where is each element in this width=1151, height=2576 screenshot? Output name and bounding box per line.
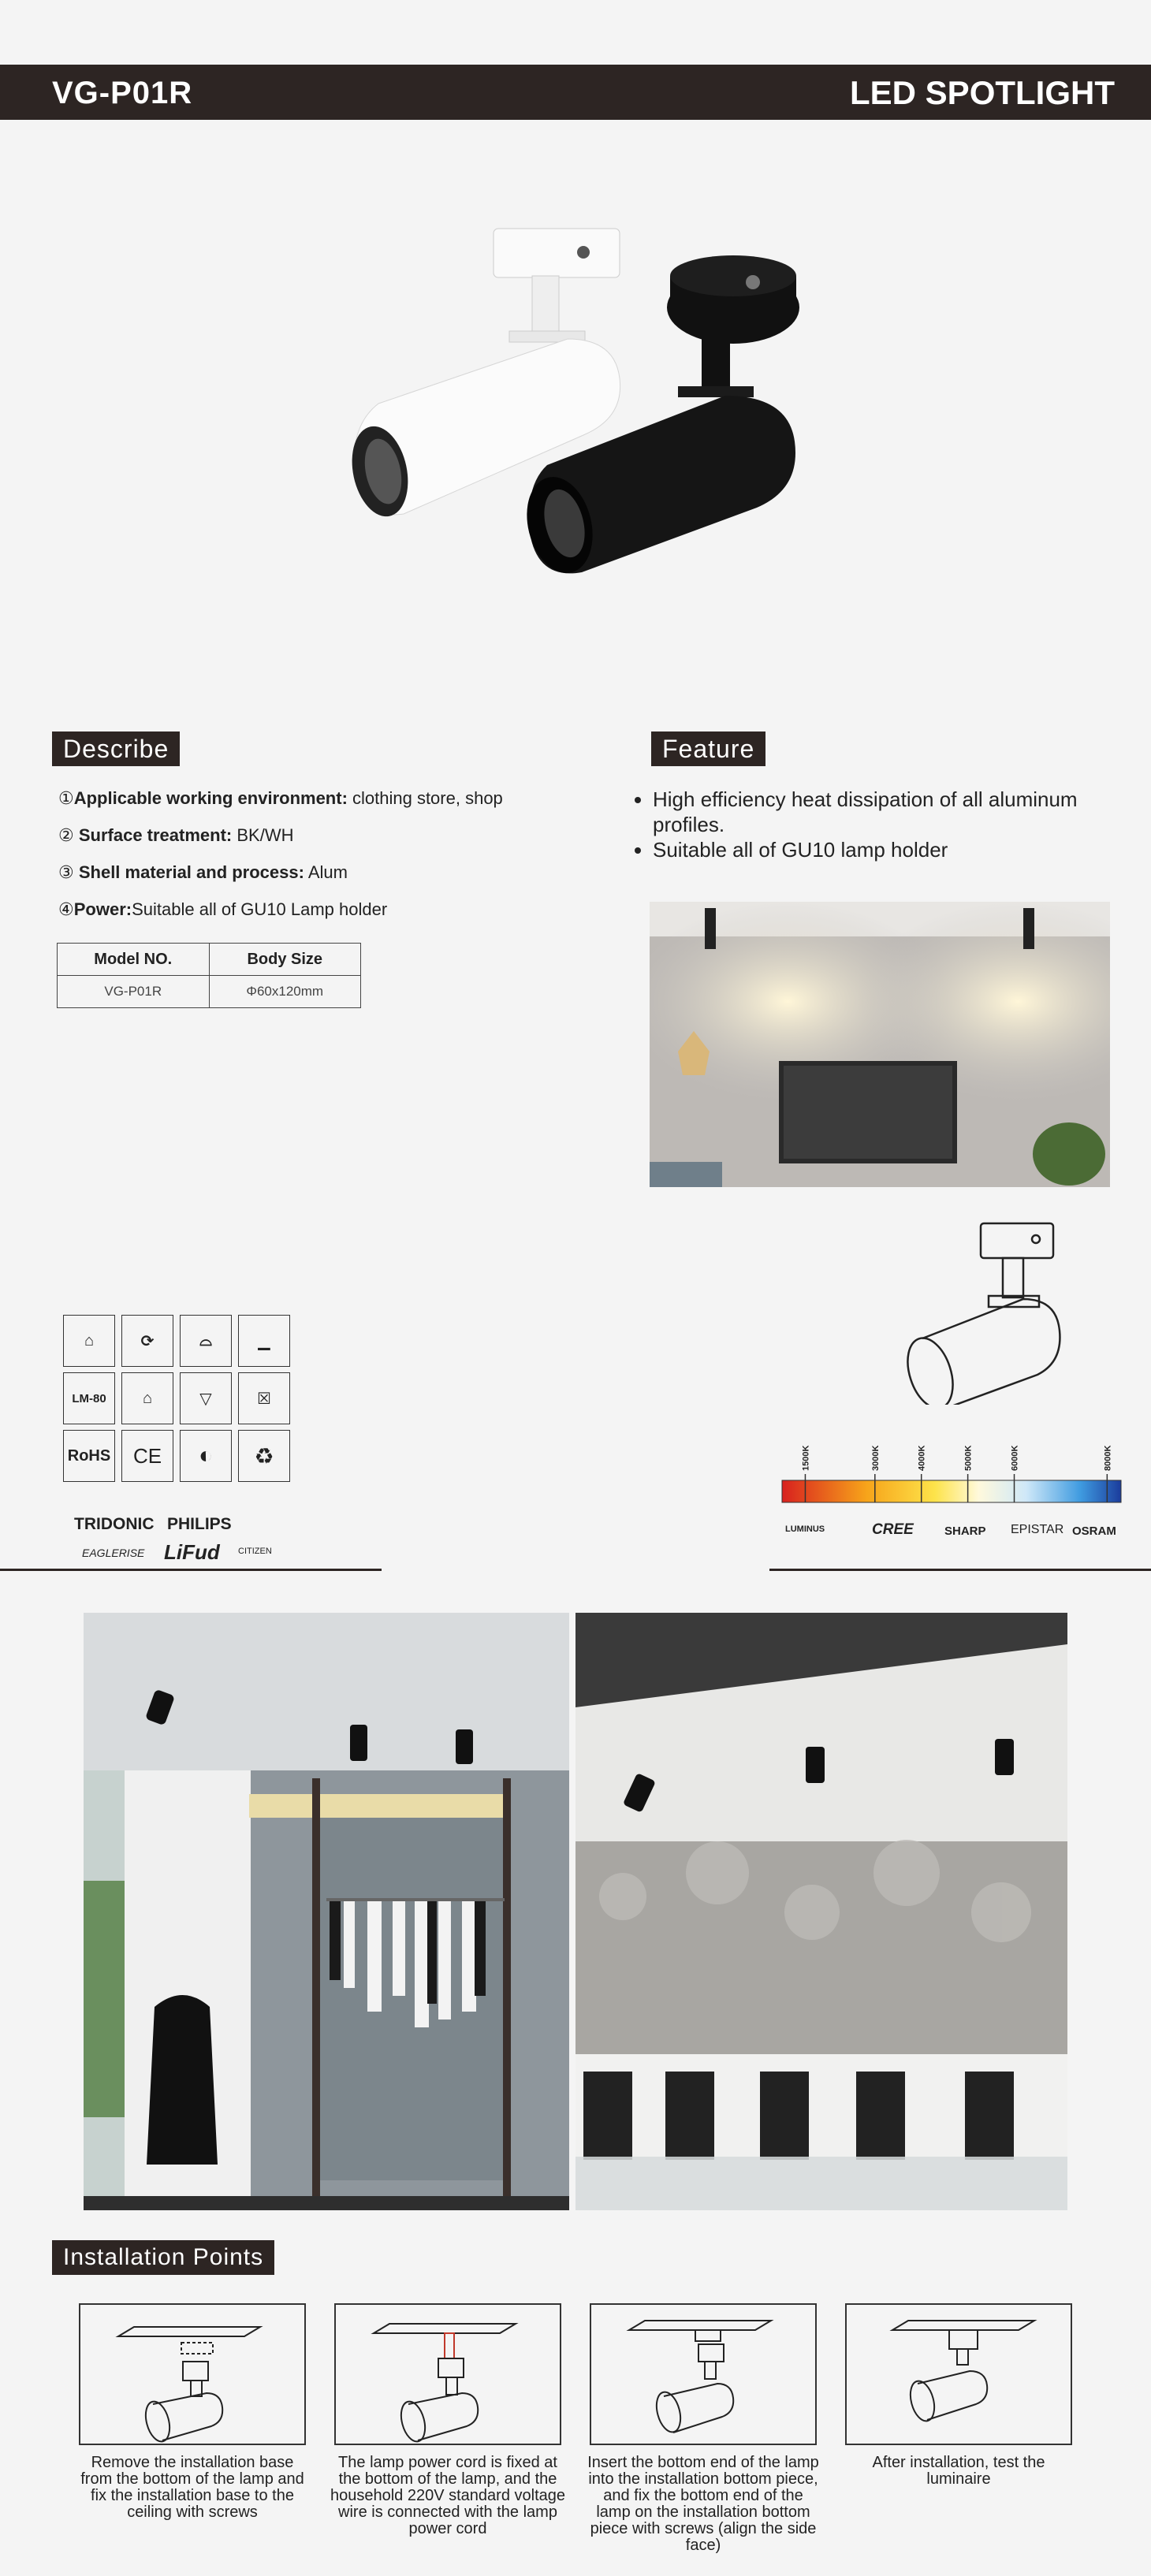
brand-eaglerise: EAGLERISE <box>82 1547 145 1559</box>
brand-cree: CREE <box>872 1521 914 1538</box>
describe-tag: Describe <box>52 731 180 766</box>
lamp-line-drawing <box>899 1220 1072 1405</box>
cct-label: 3000K <box>870 1445 881 1471</box>
describe-item: ④Power:Suitable all of GU10 Lamp holder <box>58 899 388 919</box>
cct-gradient-bar <box>782 1480 1121 1502</box>
green-dot-icon: ◐ <box>180 1430 232 1482</box>
surface-mount-icon: ⌓ <box>180 1315 232 1367</box>
ceiling-light-icon: ▁ <box>238 1315 290 1367</box>
brand-epistar: EPISTAR <box>1011 1523 1064 1536</box>
certification-grid <box>63 1315 300 1482</box>
divider-left <box>0 1569 382 1571</box>
install-step-2-text: The lamp power cord is fixed at the bottom of the lamp, and the household 220V standard voltage wire is connected with the lamp power cord <box>330 2454 565 2537</box>
spec-table <box>57 943 361 1008</box>
install-step-4-diagram <box>845 2303 1072 2445</box>
brand-lifud: LiFud <box>164 1540 220 1564</box>
jewelry-store-photo <box>576 1613 1067 2210</box>
lm80-icon: LM-80 <box>63 1372 115 1424</box>
install-step-1-text: Remove the installation base from the bottom of the lamp and fix the installation base to the ceiling with screws <box>80 2454 304 2521</box>
table-row <box>58 976 361 1008</box>
table-header: Model NO. <box>58 944 210 976</box>
cct-scale <box>780 1435 1123 1506</box>
describe-item: ② Surface treatment: BK/WH <box>58 825 294 845</box>
adjustable-angle-icon: ⟳ <box>121 1315 173 1367</box>
table-cell: VG-P01R <box>58 976 210 1008</box>
describe-item: ①Applicable working environment: clothing store, shop <box>58 788 503 808</box>
table-cell: Φ60x120mm <box>209 976 361 1008</box>
rohs-icon: RoHS <box>63 1430 115 1482</box>
no-dimming-icon: ⌂ <box>121 1372 173 1424</box>
ce-icon: CE <box>121 1430 173 1482</box>
feature-tag: Feature <box>651 731 765 766</box>
install-step-3-text: Insert the bottom end of the lamp into the installation bottom piece, and fix the bottom end of the lamp on the installation bottom piece with screws (align the side face) <box>587 2454 819 2554</box>
install-step-2-diagram <box>334 2303 561 2445</box>
brand-luminus: LUMINUS <box>785 1524 825 1534</box>
feature-item: • Suitable all of GU10 lamp holder <box>653 837 1142 862</box>
cct-scale-chart <box>780 1435 1123 1506</box>
clothing-store-photo <box>84 1613 569 2210</box>
category-title: LED SPOTLIGHT <box>850 74 1115 111</box>
brand-philips: PHILIPS <box>167 1515 232 1533</box>
cct-label: 6000K <box>1010 1445 1020 1471</box>
install-step-3-diagram <box>590 2303 817 2445</box>
cct-label: 8000K <box>1103 1445 1113 1471</box>
cct-label: 1500K <box>801 1445 811 1471</box>
brand-osram: OSRAM <box>1072 1524 1116 1538</box>
describe-list <box>58 788 563 920</box>
describe-item: ③ Shell material and process: Alum <box>58 862 348 882</box>
brand-sharp: SHARP <box>944 1524 986 1538</box>
feature-list <box>629 787 1142 862</box>
table-header-row <box>58 944 361 976</box>
table-header: Body Size <box>209 944 361 976</box>
recycle-icon: ♻ <box>238 1430 290 1482</box>
room-photo <box>650 902 1110 1187</box>
f-mark-icon: ▽ <box>180 1372 232 1424</box>
brand-citizen: CITIZEN <box>238 1547 272 1556</box>
brand-tridonic: TRIDONIC <box>74 1515 155 1533</box>
header-bar <box>0 65 1151 120</box>
divider-right <box>769 1569 1151 1571</box>
installation-tag: Installation Points <box>52 2240 274 2275</box>
model-title: VG-P01R <box>52 76 193 110</box>
install-step-1-diagram <box>79 2303 306 2445</box>
cct-label: 5000K <box>963 1445 974 1471</box>
indoor-use-icon: ⌂ <box>63 1315 115 1367</box>
weee-bin-icon: ☒ <box>238 1372 290 1424</box>
feature-item: • High efficiency heat dissipation of all aluminum profiles. <box>653 787 1142 837</box>
hero-product-image <box>331 221 820 583</box>
install-step-4-text: After installation, test the luminaire <box>872 2454 1045 2488</box>
cct-label: 4000K <box>917 1445 927 1471</box>
